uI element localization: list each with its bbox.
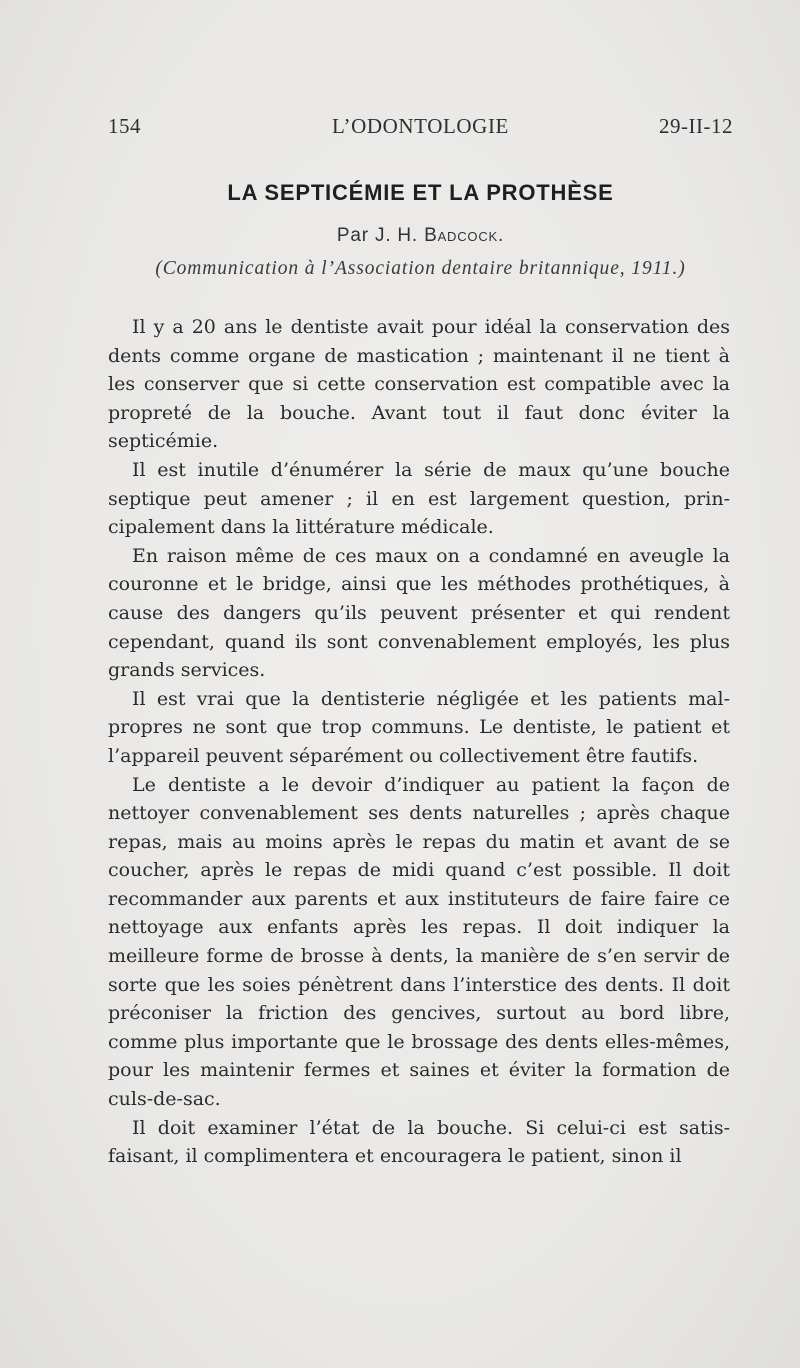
article-body [108,313,730,1171]
article-title: LA SEPTICÉMIE ET LA PROTHÈSE [227,180,614,205]
paragraph: En raison même de ces maux on a condamné en aveugle la couronne et le bridge, ainsi que les méthodes prothétiques, à cause des dangers qu’ils peuvent présenter et qui rendent cependant, quand ils sont convenablement employés, les plus grands services. [108,544,730,682]
paragraph: Il doit examiner l’état de la bouche. Si celui-ci est satisfaisant, il complimentera et encouragera le patient, sinon il [108,1116,730,1168]
author-prefix: Par J. H. [336,225,419,246]
journal-title: L’ODONTOLOGIE [332,114,509,138]
article-author [108,225,733,247]
paragraph: Il y a 20 ans le dentiste avait pour idéal la conservation des dents comme organe de mastication ; maintenant il ne tient à les conserver que si cette conservation est compatible avec la propreté de la bouche. Avant tout il faut donc éviter la septicémie. [108,316,730,453]
issue-date: 29-II-12 [659,114,733,138]
paragraph: Il est inutile d’énumérer la série de maux qu’une bouche septique peut amener ; il en est largement question, principalement dans la littérature médicale. [108,458,730,539]
page-number: 154 [108,114,141,138]
running-header [108,114,733,140]
paragraph: Le dentiste a le devoir d’indiquer au patient la façon de nettoyer convenablement ses dents naturelles ; après chaque repas, mais au moins après le repas du matin et avant de se coucher, après le repas de midi quand c’est possible. Il doit recommander aux parents et aux instituteurs de faire faire ce nettoyage aux enfants après les repas. Il doit indiquer la meilleure forme de brosse à dents, la manière de s’en servir de sorte que les soies pénètrent dans l’interstice des dents. Il doit préconiser la friction des gencives, surtout au bord libre, comme plus importante que le brossage des dents elles-mêmes, pour les maintenir fermes et saines et éviter la formation de culs-de-sac. [108,773,730,1111]
author-name: Badcock. [424,225,505,246]
article-source: (Communication à l’Association dentaire britannique, 1911.) [155,258,686,279]
paragraph: Il est vrai que la dentisterie négligée et les patients malpropres ne sont que trop communs. Le dentiste, le patient et l’appareil peuvent séparément ou collectivement être fautifs. [108,687,730,767]
